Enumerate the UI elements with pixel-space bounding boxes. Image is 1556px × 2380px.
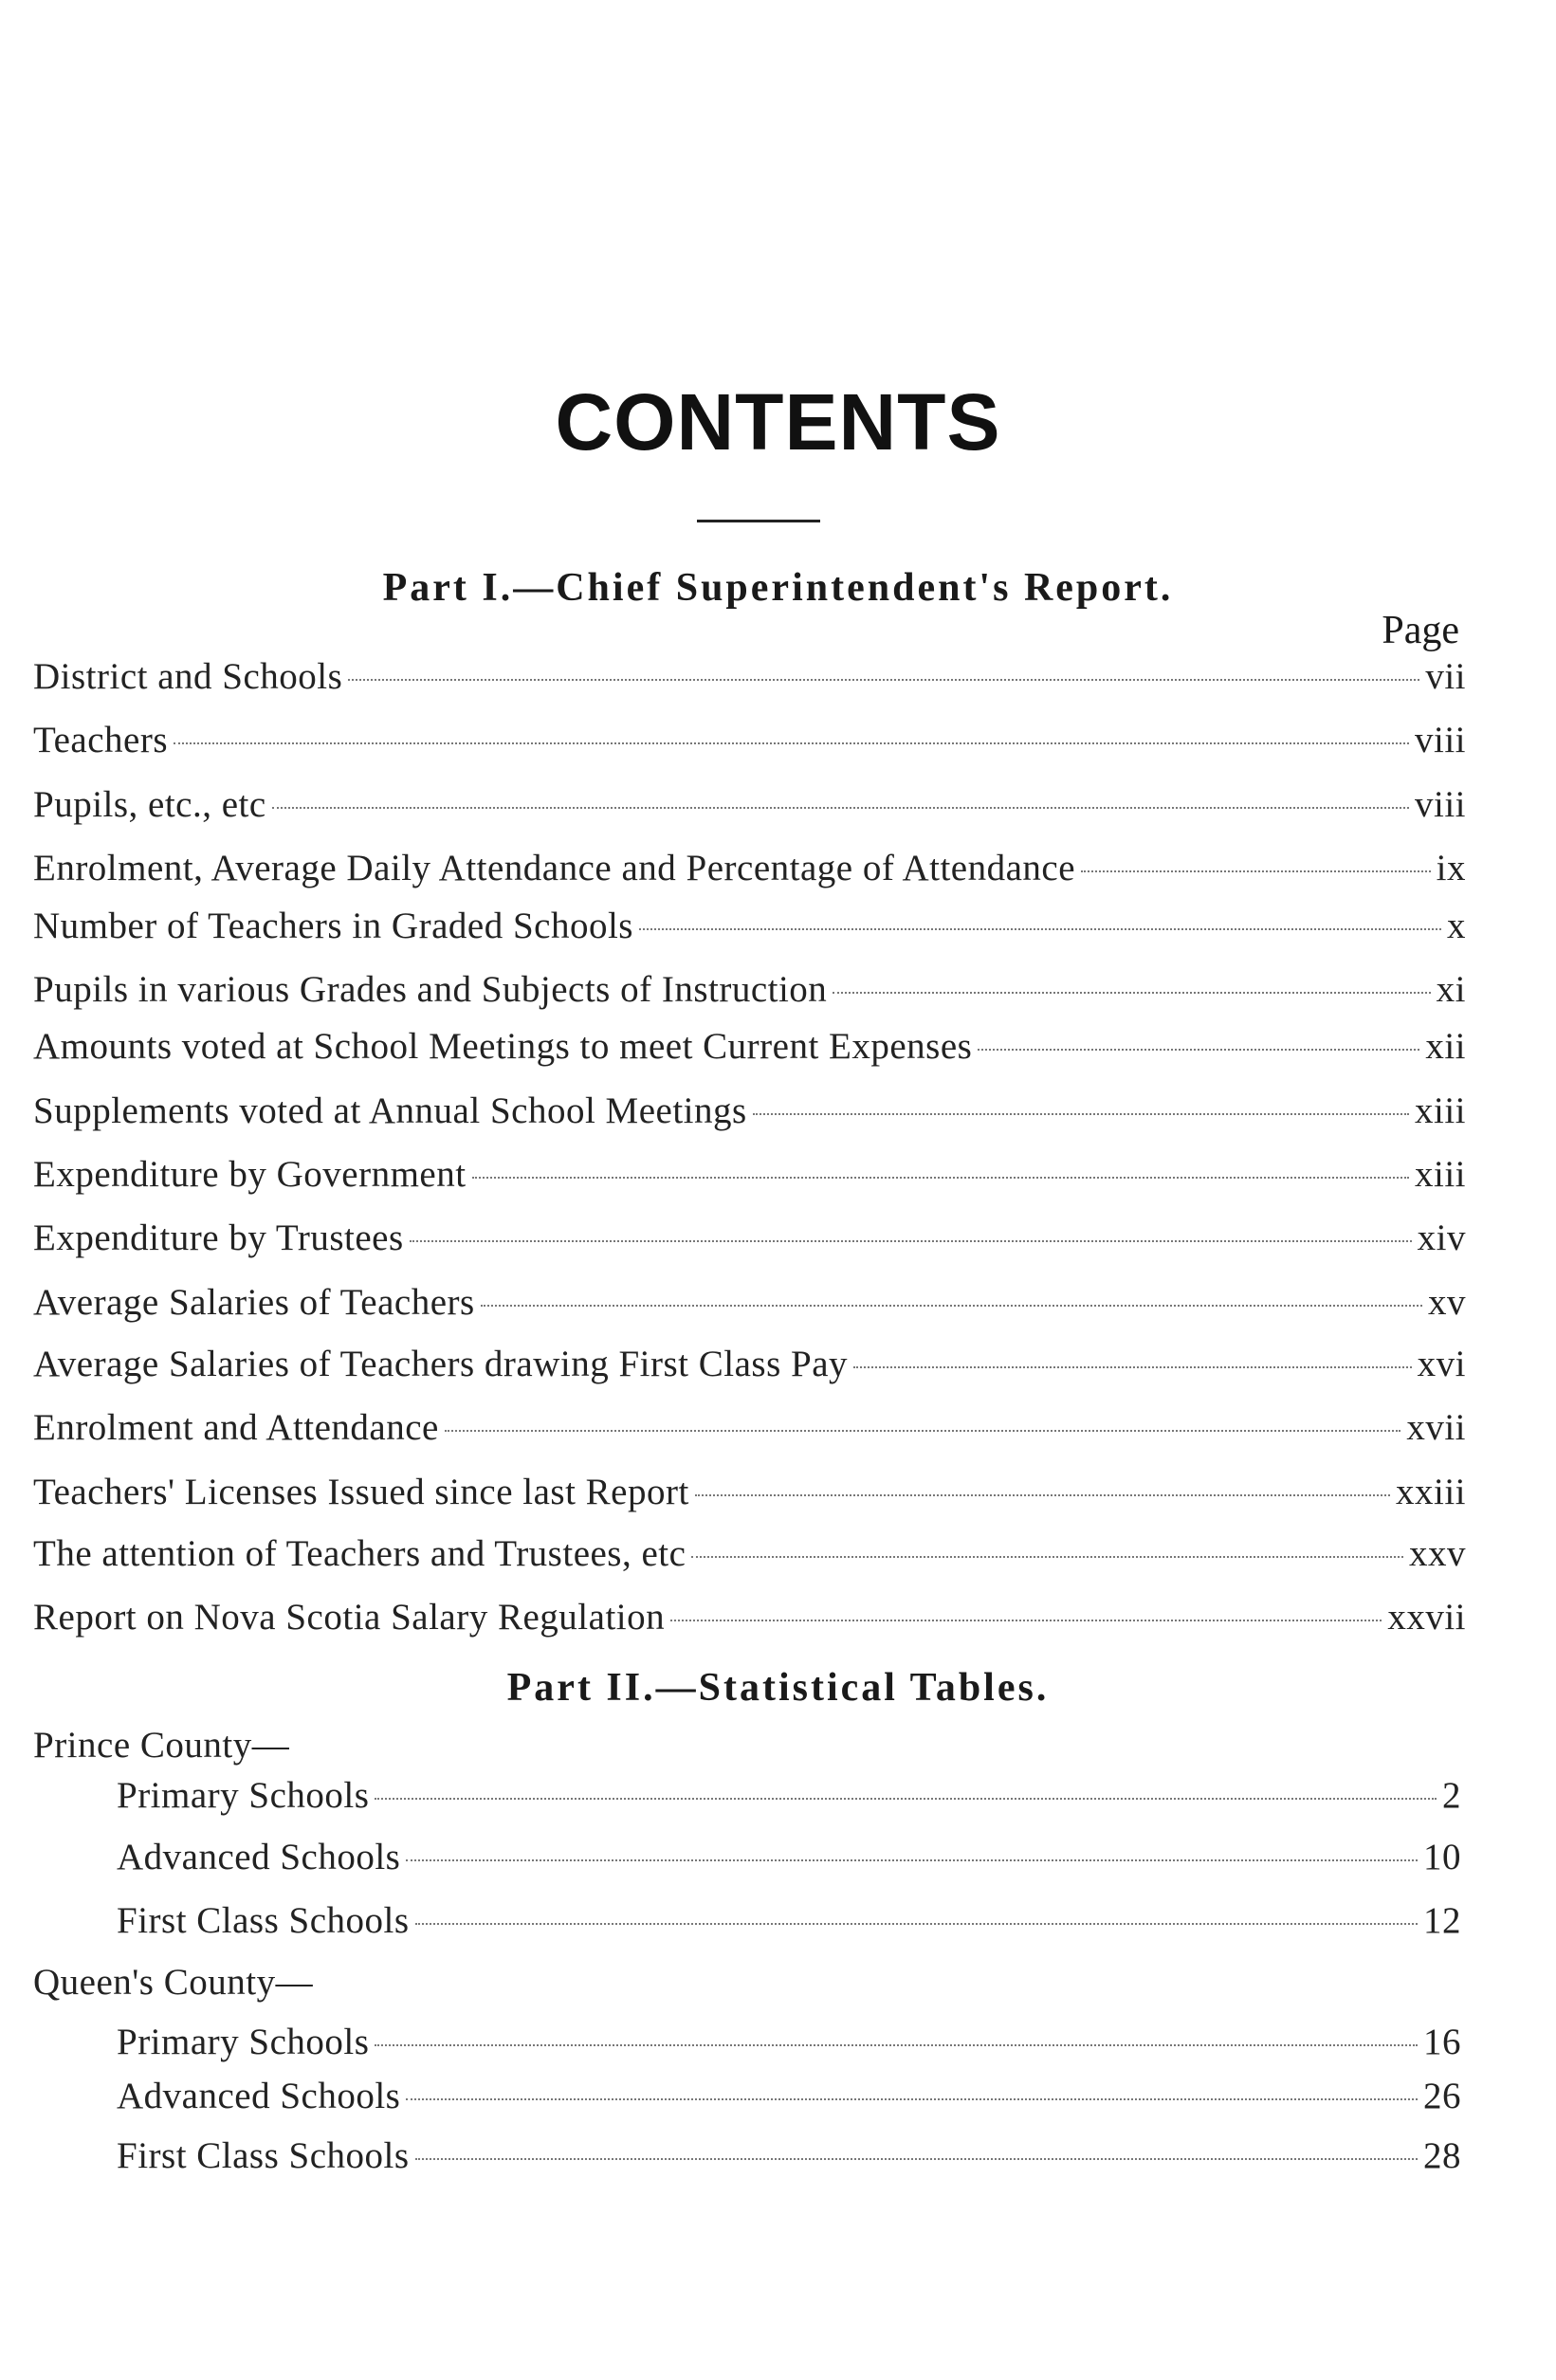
toc-entry-label: Pupils in various Grades and Subjects of Instruction xyxy=(33,969,828,1010)
dot-leader xyxy=(481,1305,1422,1307)
dot-leader xyxy=(978,1049,1419,1051)
toc-entry-page: xxv xyxy=(1409,1533,1466,1574)
toc-entry-page: 10 xyxy=(1423,1837,1461,1877)
toc-entry-page: xvii xyxy=(1406,1407,1466,1448)
toc-entry-label: Average Salaries of Teachers xyxy=(33,1282,475,1323)
toc-entry[interactable] xyxy=(117,2074,1461,2119)
dot-leader xyxy=(639,928,1441,930)
toc-entry-page: xiii xyxy=(1414,1154,1466,1195)
toc-entry[interactable] xyxy=(33,846,1466,891)
toc-entry[interactable] xyxy=(33,1280,1466,1326)
toc-entry-label: Advanced Schools xyxy=(117,1837,401,1877)
toc-entry[interactable] xyxy=(33,1470,1466,1515)
toc-entry-label: Primary Schools xyxy=(117,2022,370,2062)
toc-entry-label: Enrolment, Average Daily Attendance and Percentage of Attendance xyxy=(33,848,1076,888)
county-group-label: Queen's County— xyxy=(33,1962,314,2003)
toc-entry[interactable] xyxy=(33,967,1466,1013)
toc-entry-page: x xyxy=(1447,906,1466,946)
toc-entry[interactable] xyxy=(33,904,1466,949)
toc-entry-page: vii xyxy=(1425,656,1466,697)
dot-leader xyxy=(472,1177,1409,1179)
toc-entry-page: viii xyxy=(1414,784,1466,825)
dot-leader xyxy=(853,1366,1412,1368)
dot-leader xyxy=(1081,870,1431,872)
dot-leader xyxy=(272,807,1409,809)
county-group-label: Prince County— xyxy=(33,1725,290,1766)
toc-entry[interactable] xyxy=(33,1342,1466,1387)
dot-leader xyxy=(410,1240,1412,1242)
toc-entry-label: Enrolment and Attendance xyxy=(33,1407,439,1448)
dot-leader xyxy=(753,1113,1409,1115)
toc-entry-label: Teachers xyxy=(33,720,169,760)
toc-entry[interactable] xyxy=(33,1089,1466,1134)
toc-entry[interactable] xyxy=(33,1216,1466,1261)
toc-entry[interactable] xyxy=(117,2133,1461,2179)
toc-entry-page: ix xyxy=(1436,848,1466,888)
toc-entry-label: Expenditure by Government xyxy=(33,1154,467,1195)
dot-leader xyxy=(406,2098,1418,2100)
toc-entry-label: The attention of Teachers and Trustees, etc xyxy=(33,1533,686,1574)
toc-entry-page: xi xyxy=(1436,969,1466,1010)
toc-entry-page: xxiii xyxy=(1395,1472,1466,1512)
dot-leader xyxy=(348,679,1419,681)
dot-leader xyxy=(406,1859,1418,1861)
dot-leader xyxy=(691,1556,1403,1558)
page-title: CONTENTS xyxy=(555,377,1001,467)
dot-leader xyxy=(833,992,1430,994)
toc-entry-page: xv xyxy=(1428,1282,1466,1323)
toc-entry[interactable] xyxy=(33,718,1466,763)
dot-leader xyxy=(445,1430,1400,1432)
toc-entry[interactable] xyxy=(117,2020,1461,2065)
toc-entry-page: xiv xyxy=(1417,1217,1466,1258)
toc-entry-label: First Class Schools xyxy=(117,1900,410,1941)
dot-leader xyxy=(375,1798,1437,1800)
part2-heading: Part II.—Statistical Tables. xyxy=(506,1666,1050,1710)
toc-entry[interactable] xyxy=(33,1024,1466,1070)
part1-heading: Part I.—Chief Superintendent's Report. xyxy=(382,566,1174,610)
toc-entry-page: 12 xyxy=(1423,1900,1461,1941)
title-rule xyxy=(697,520,820,522)
toc-entry-page: xvi xyxy=(1417,1344,1466,1384)
toc-entry[interactable] xyxy=(33,654,1466,700)
dot-leader xyxy=(415,2158,1418,2160)
dot-leader xyxy=(375,2044,1418,2046)
dot-leader xyxy=(174,742,1409,744)
toc-entry[interactable] xyxy=(117,1773,1461,1819)
toc-entry-label: Report on Nova Scotia Salary Regulation xyxy=(33,1597,666,1638)
toc-entry-page: 2 xyxy=(1442,1775,1461,1816)
toc-entry-label: Advanced Schools xyxy=(117,2076,401,2116)
dot-leader xyxy=(670,1620,1382,1621)
toc-entry-label: Expenditure by Trustees xyxy=(33,1217,404,1258)
toc-entry-label: Supplements voted at Annual School Meetings xyxy=(33,1090,747,1131)
toc-entry-label: Primary Schools xyxy=(117,1775,370,1816)
dot-leader xyxy=(415,1923,1418,1925)
dot-leader xyxy=(695,1494,1390,1496)
toc-entry[interactable] xyxy=(33,1531,1466,1577)
toc-entry[interactable] xyxy=(33,782,1466,828)
toc-entry-page: xxvii xyxy=(1387,1597,1466,1638)
toc-entry-page: viii xyxy=(1414,720,1466,760)
toc-entry[interactable] xyxy=(33,1405,1466,1451)
toc-entry-label: Number of Teachers in Graded Schools xyxy=(33,906,633,946)
page-column-label: Page xyxy=(1382,609,1459,652)
toc-entry-label: Teachers' Licenses Issued since last Report xyxy=(33,1472,689,1512)
toc-entry-page: xii xyxy=(1425,1026,1466,1067)
toc-entry-label: District and Schools xyxy=(33,656,343,697)
toc-entry[interactable] xyxy=(117,1835,1461,1880)
toc-entry-page: xiii xyxy=(1414,1090,1466,1131)
toc-entry-page: 26 xyxy=(1423,2076,1461,2116)
toc-entry-label: Amounts voted at School Meetings to meet Current Expenses xyxy=(33,1026,973,1067)
toc-entry[interactable] xyxy=(33,1595,1466,1640)
toc-entry[interactable] xyxy=(33,1152,1466,1198)
toc-entry-page: 28 xyxy=(1423,2135,1461,2176)
toc-entry-page: 16 xyxy=(1423,2022,1461,2062)
toc-entry[interactable] xyxy=(117,1898,1461,1944)
toc-entry-label: Pupils, etc., etc xyxy=(33,784,266,825)
toc-entry-label: First Class Schools xyxy=(117,2135,410,2176)
toc-entry-label: Average Salaries of Teachers drawing First Class Pay xyxy=(33,1344,849,1384)
